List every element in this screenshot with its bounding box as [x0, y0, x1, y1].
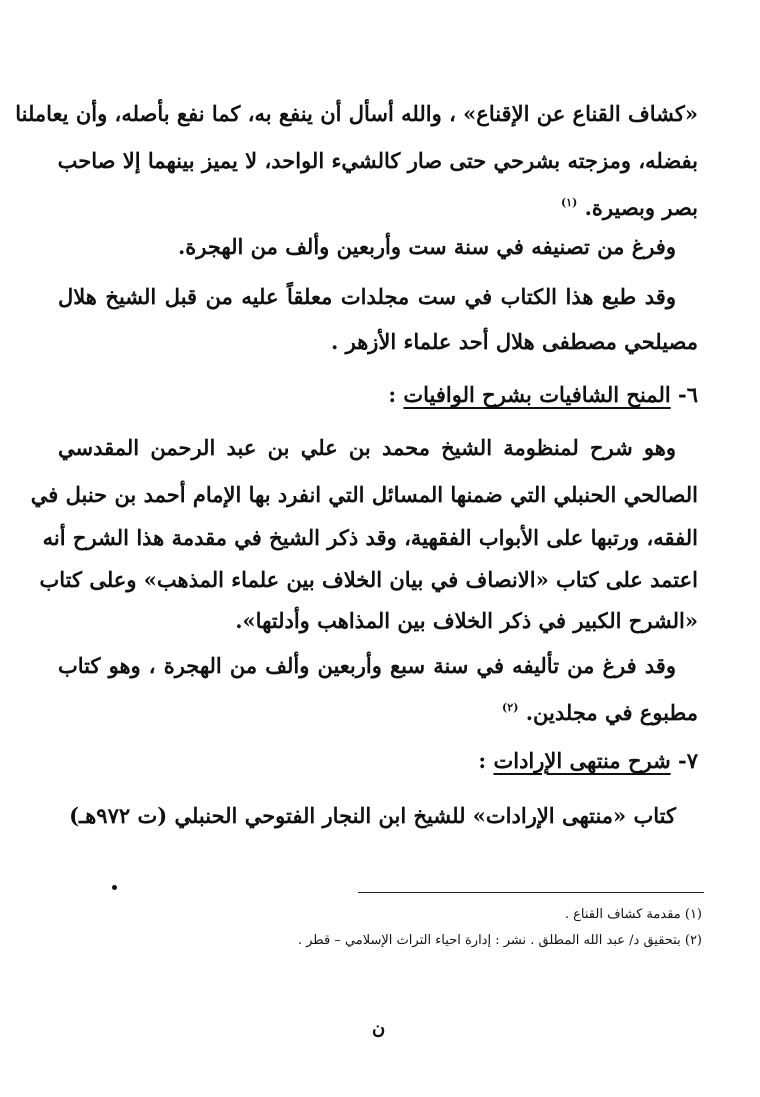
section-colon: : — [478, 748, 487, 773]
section-title: المنح الشافيات بشرح الوافيات — [403, 382, 671, 407]
text-line — [58, 693, 698, 728]
text-line: «كشاف القناع عن الإقناع» ، والله أسأل أن ينفع به، كما نفع بأصله، وأن يعاملنا — [15, 101, 698, 126]
footnote: (٢) بتحقيق د/ عبد الله المطلق . نشر : إدارة احياء التراث الإسلامي – قطر . — [297, 933, 702, 948]
footnote: (١) مقدمة كشاف القناع . — [564, 907, 702, 922]
text-line: اعتمد على كتاب «الانصاف في بيان الخلاف بين علماء المذهب» وعلى كتاب — [39, 567, 698, 592]
section-number: ٦- — [678, 382, 698, 407]
footnote-marker: (١) — [560, 196, 578, 209]
section-number: ٧- — [678, 748, 698, 773]
text-line: وقد فرغ من تأليفه في سنة سبع وأربعين وألف من الهجرة ، وهو كتاب — [58, 653, 676, 678]
text-line: «الشرح الكبير في ذكر الخلاف بين المذاهب وأدلتها». — [235, 608, 698, 633]
page-number: ن — [372, 1018, 386, 1039]
stray-dot — [112, 885, 117, 890]
text-line: كتاب «منتهى الإرادات» للشيخ ابن النجار الفتوحي الحنبلي (ت ٩٧٢هـ) — [69, 803, 676, 828]
text-line-content: مطبوع في مجلدين. — [525, 700, 698, 725]
text-line: الصالحي الحنبلي التي ضمنها المسائل التي انفرد بها الإمام أحمد بن حنبل في — [30, 482, 698, 507]
text-line: وفرغ من تصنيفه في سنة ست وأربعين وألف من الهجرة. — [177, 234, 676, 259]
section-heading — [478, 746, 698, 776]
section-colon: : — [388, 382, 397, 407]
section-title: شرح منتهى الإرادات — [493, 748, 671, 773]
footnote-separator — [358, 892, 704, 893]
text-line: الفقه، ورتبها على الأبواب الفقهية، وقد ذكر الشيخ في مقدمة هذا الشرح أنه — [42, 525, 698, 550]
footnote-marker: (٢) — [502, 701, 519, 714]
text-line: وهو شرح لمنظومة الشيخ محمد بن علي بن عبد الرحمن المقدسي — [58, 435, 676, 460]
section-heading — [388, 380, 698, 410]
text-line: مصيلحي مصطفى هلال أحد علماء الأزهر . — [330, 329, 698, 354]
text-line: بفضله، ومزجته بشرحي حتى صار كالشيء الواحد، لا يميز بينهما إلا صاحب — [57, 148, 698, 173]
text-line — [58, 188, 698, 223]
text-line: وقد طبع هذا الكتاب في ست مجلدات معلقاً عليه من قبل الشيخ هلال — [58, 284, 676, 309]
text-line-content: بصر وبصيرة. — [584, 195, 698, 220]
